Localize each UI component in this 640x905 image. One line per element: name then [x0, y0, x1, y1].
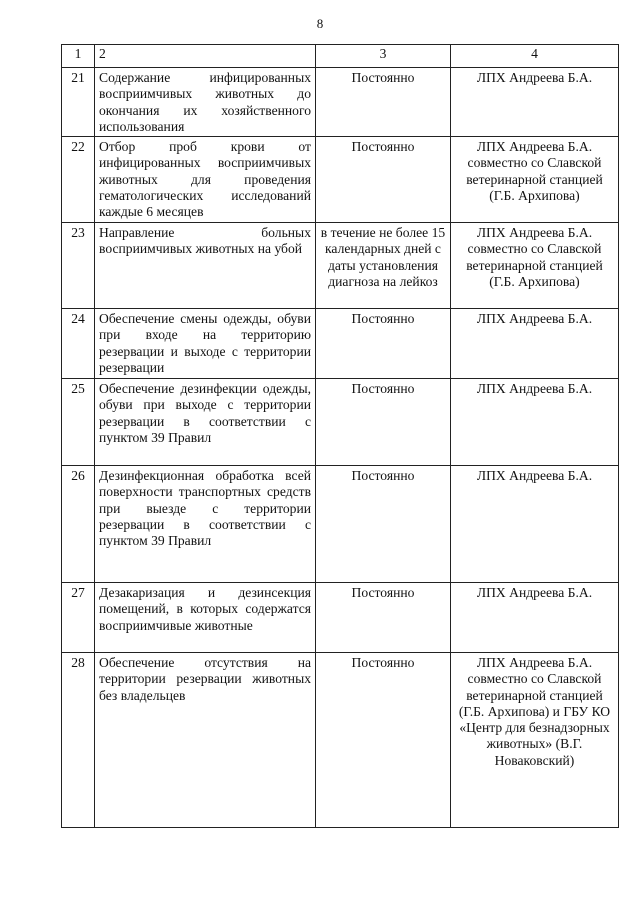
row-responsible: ЛПХ Андреева Б.А. совместно со Славской ветеринарной станцией (Г.Б. Архипова) [451, 137, 619, 223]
row-responsible: ЛПХ Андреева Б.А. [451, 309, 619, 379]
table-row [62, 653, 619, 828]
row-responsible: ЛПХ Андреева Б.А. [451, 583, 619, 653]
row-measure: Дезинфекционная обработка всей поверхности транспортных средств при выезде с территории резервации в соответствии с пунктом 39 Правил [95, 466, 316, 583]
table-row [62, 223, 619, 309]
row-number: 24 [62, 309, 95, 379]
row-measure: Обеспечение дезинфекции одежды, обуви при выходе с территории резервации в соответствии с пунктом 39 Правил [95, 379, 316, 466]
row-measure: Направление больных восприимчивых животных на убой [95, 223, 316, 309]
table-row [62, 379, 619, 466]
page-number: 8 [316, 16, 324, 31]
row-term: Постоянно [316, 653, 451, 828]
row-term: в течение не более 15 календарных дней с даты установления диагноза на лейкоз [316, 223, 451, 309]
row-measure: Содержание инфицированных восприимчивых животных до окончания их хозяйственного использования [95, 68, 316, 137]
header-col-3: 3 [316, 45, 451, 68]
row-responsible: ЛПХ Андреева Б.А. совместно со Славской ветеринарной станцией (Г.Б. Архипова) [451, 223, 619, 309]
row-measure: Обеспечение отсутствия на территории резервации животных без владельцев [95, 653, 316, 828]
table-row [62, 466, 619, 583]
row-measure: Дезакаризация и дезинсекция помещений, в которых содержатся восприимчивые животные [95, 583, 316, 653]
row-term: Постоянно [316, 137, 451, 223]
row-number: 27 [62, 583, 95, 653]
measures-table [61, 44, 619, 828]
header-col-1: 1 [62, 45, 95, 68]
table-row [62, 137, 619, 223]
row-term: Постоянно [316, 309, 451, 379]
table-header-row [62, 45, 619, 68]
row-term: Постоянно [316, 583, 451, 653]
row-term: Постоянно [316, 68, 451, 137]
header-col-4: 4 [451, 45, 619, 68]
row-number: 26 [62, 466, 95, 583]
row-number: 22 [62, 137, 95, 223]
header-col-2: 2 [95, 45, 316, 68]
row-number: 21 [62, 68, 95, 137]
row-responsible: ЛПХ Андреева Б.А. [451, 68, 619, 137]
row-responsible: ЛПХ Андреева Б.А. [451, 379, 619, 466]
row-responsible: ЛПХ Андреева Б.А. совместно со Славской ветеринарной станцией (Г.Б. Архипова) и ГБУ КО «Центр для безнадзорных животных» (В.Г. Новаковский) [451, 653, 619, 828]
table-row [62, 309, 619, 379]
table-row [62, 68, 619, 137]
table-row [62, 583, 619, 653]
row-number: 23 [62, 223, 95, 309]
row-measure: Отбор проб крови от инфицированных восприимчивых животных для проведения гематологических исследований каждые 6 месяцев [95, 137, 316, 223]
row-measure: Обеспечение смены одежды, обуви при входе на территорию резервации и выходе с территории резервации [95, 309, 316, 379]
row-number: 28 [62, 653, 95, 828]
row-term: Постоянно [316, 466, 451, 583]
row-term: Постоянно [316, 379, 451, 466]
row-responsible: ЛПХ Андреева Б.А. [451, 466, 619, 583]
row-number: 25 [62, 379, 95, 466]
